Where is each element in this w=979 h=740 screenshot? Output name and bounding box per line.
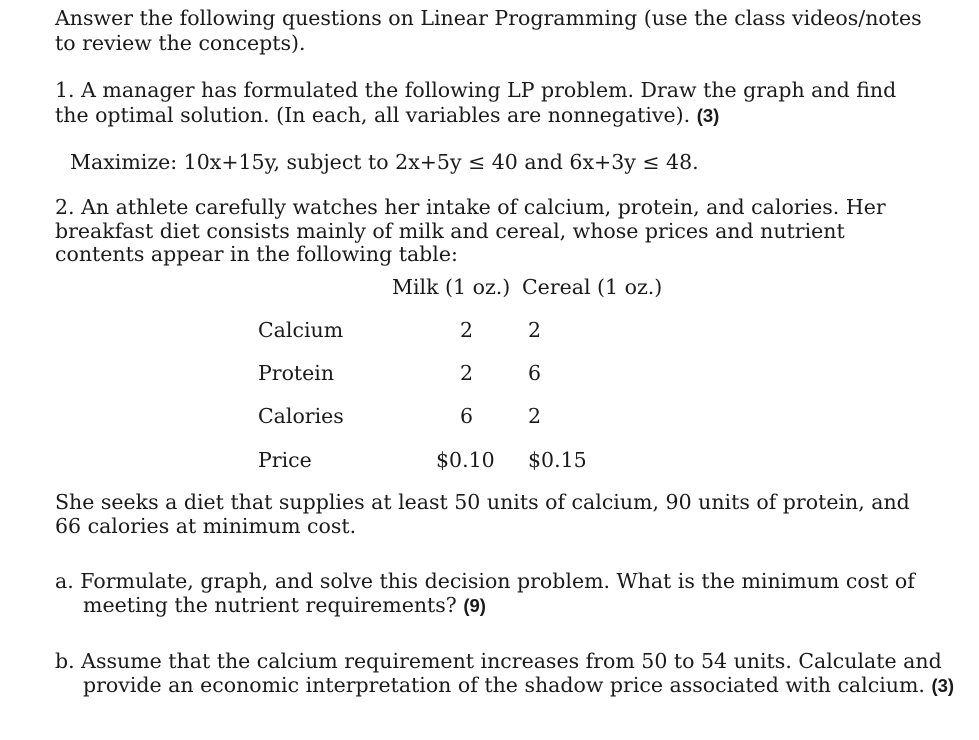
question-2-text: 2. An athlete carefully watches her intake of calcium, protein, and calories. Her breakfast diet consists mainly of milk and cereal, whose prices and nutrient contents appear in the following table: bbox=[55, 195, 886, 267]
table-cell-milk: 6 bbox=[460, 404, 474, 428]
table-row-label: Calories bbox=[258, 404, 344, 428]
table-row-label: Protein bbox=[258, 361, 335, 385]
table-header-milk: Milk (1 oz.) bbox=[392, 275, 511, 299]
table-cell-milk: 2 bbox=[460, 318, 474, 342]
question-2a bbox=[55, 570, 963, 617]
question-2b-text: b. Assume that the calcium requirement increases from 50 to 54 units. Calculate and provide an economic interpretation of the shadow price associated with calcium. bbox=[55, 649, 942, 697]
table-row-label: Calcium bbox=[258, 318, 344, 342]
table-header-cereal: Cereal (1 oz.) bbox=[522, 275, 663, 299]
question-1-points: (3) bbox=[696, 104, 720, 126]
question-1 bbox=[55, 78, 935, 127]
question-2b bbox=[55, 650, 963, 697]
question-2b-points: (3) bbox=[931, 674, 955, 696]
table-cell-milk: 2 bbox=[460, 361, 474, 385]
question-2a-points: (9) bbox=[463, 594, 486, 616]
intro-text: Answer the following questions on Linear Programming (use the class videos/notes to review the concepts). bbox=[55, 6, 922, 55]
question-2a-text: a. Formulate, graph, and solve this decision problem. What is the minimum cost of meeting the nutrient requirements? bbox=[55, 569, 915, 617]
table-cell-cereal: 2 bbox=[528, 404, 542, 428]
table-cell-cereal: $0.15 bbox=[528, 448, 587, 472]
table-cell-milk: $0.10 bbox=[436, 448, 495, 472]
question-2-requirements: She seeks a diet that supplies at least 50 units of calcium, 90 units of protein, and 66 calories at minimum cost. bbox=[55, 490, 910, 538]
table-cell-cereal: 2 bbox=[528, 318, 542, 342]
table-row-label: Price bbox=[258, 448, 312, 472]
table-cell-cereal: 6 bbox=[528, 361, 542, 385]
question-1-problem: Maximize: 10x+15y, subject to 2x+5y ≤ 40 and 6x+3y ≤ 48. bbox=[70, 150, 699, 174]
question-1-text: 1. A manager has formulated the following LP problem. Draw the graph and find the optimal solution. (In each, all variables are nonnegative). bbox=[55, 78, 897, 127]
